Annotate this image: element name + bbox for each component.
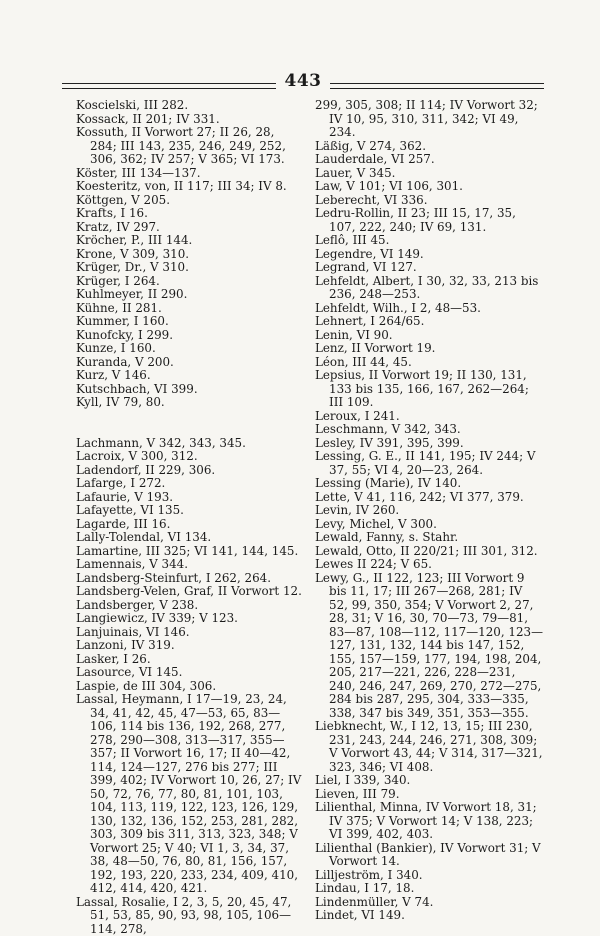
index-entry: Lafarge, I 272. [76,477,302,491]
index-entry: Landsberger, V 238. [76,599,302,613]
index-entry: Landsberg-Velen, Graf, II Vorwort 12. [76,585,302,599]
index-entry: Laspie, de III 304, 306. [76,680,302,694]
index-entry: Ledru-Rollin, II 23; III 15, 17, 35, 107, 222, 240; IV 69, 131. [315,207,545,234]
index-entry: Léon, III 44, 45. [315,356,545,370]
index-entry: Koesteritz, von, II 117; III 34; IV 8. [76,180,302,194]
index-entry: Lauderdale, VI 257. [315,153,545,167]
index-entry: Lindau, I 17, 18. [315,882,545,896]
index-entry: Law, V 101; VI 106, 301. [315,180,545,194]
index-entry: Kuhlmeyer, II 290. [76,288,302,302]
index-column-left [76,99,302,936]
index-entry: Leschmann, V 342, 343. [315,423,545,437]
index-entry: Levy, Michel, V 300. [315,518,545,532]
index-entry: Lacroix, V 300, 312. [76,450,302,464]
index-entry: Kuranda, V 200. [76,356,302,370]
index-entry: Lafayette, VI 135. [76,504,302,518]
index-entry: Leflô, III 45. [315,234,545,248]
index-entry: Kossack, II 201; IV 331. [76,113,302,127]
index-entry: Langiewicz, IV 339; V 123. [76,612,302,626]
index-entry: Legendre, VI 149. [315,248,545,262]
index-entry: Lachmann, V 342, 343, 345. [76,437,302,451]
index-entry: Lindenmüller, V 74. [315,896,545,910]
page-number: 443 [62,71,544,91]
index-entry: Liel, I 339, 340. [315,774,545,788]
index-group-k [76,99,302,410]
index-entry: Koscielski, III 282. [76,99,302,113]
index-group-l [76,437,302,936]
index-entry: Lieven, III 79. [315,788,545,802]
index-group-l-continued [315,99,545,923]
index-entry: Lesley, IV 391, 395, 399. [315,437,545,451]
index-entry: Lafaurie, V 193. [76,491,302,505]
index-entry: Lasource, VI 145. [76,666,302,680]
index-entry: Leroux, I 241. [315,410,545,424]
index-entry: Kratz, IV 297. [76,221,302,235]
index-entry: Köster, III 134—137. [76,167,302,181]
index-entry: Kröcher, P., III 144. [76,234,302,248]
index-entry: Lette, V 41, 116, 242; VI 377, 379. [315,491,545,505]
index-column-right [315,99,545,923]
index-entry: Lehfeldt, Albert, I 30, 32, 33, 213 bis 236, 248—253. [315,275,545,302]
index-entry: Läßig, V 274, 362. [315,140,545,154]
index-entry: Levin, IV 260. [315,504,545,518]
index-entry: Krone, V 309, 310. [76,248,302,262]
index-entry: Legrand, VI 127. [315,261,545,275]
index-entry: Krüger, Dr., V 310. [76,261,302,275]
index-entry: Krüger, I 264. [76,275,302,289]
index-entry: Liebknecht, W., I 12, 13, 15; III 230, 231, 243, 244, 246, 271, 308, 309; V Vorwort 43, 44; V 314, 317—321, 323, 346; VI 408. [315,720,545,774]
index-entry: Lilljeström, I 340. [315,869,545,883]
group-spacer [76,410,302,437]
index-entry: Lehfeldt, Wilh., I 2, 48—53. [315,302,545,316]
index-entry: Lanzoni, IV 319. [76,639,302,653]
index-entry: Lassal, Heymann, I 17—19, 23, 24, 34, 41, 42, 45, 47—53, 65, 83—106, 114 bis 136, 192, 268, 277, 278, 290—308, 313—317, 355—357; II Vorwort 16, 17; II 40—42, 114, 124—127, 276 bis 277; III 399, 402; IV Vorwort 10, 26, 27; IV 50, 72, 76, 77, 80, 81, 101, 103, 104, 113, 119, 122, 123, 126, 129, 130, 132, 136, 152, 253, 281, 282, 303, 309 bis 311, 313, 323, 348; V Vorwort 25; V 40; VI 1, 3, 34, 37, 38, 48—50, 76, 80, 81, 156, 157, 192, 193, 220, 233, 234, 409, 410, 412, 414, 420, 421. [76,693,302,896]
index-entry: Krafts, I 16. [76,207,302,221]
index-entry: Lewy, G., II 122, 123; III Vorwort 9 bis 11, 17; III 267—268, 281; IV 52, 99, 350, 354; V Vorwort 2, 27, 28, 31; V 16, 30, 70—73, 79—81, 83—87, 108—112, 117—120, 123—127, 131, 132, 144 bis 147, 152, 155, 157—159, 177, 194, 198, 204, 205, 217—221, 226, 228—231, 240, 246, 247, 269, 270, 272—275, 284 bis 287, 295, 304, 333—335, 338, 347 bis 349, 351, 353—355. [315,572,545,721]
index-entry: Lally-Tolendal, VI 134. [76,531,302,545]
index-entry: Lenz, II Vorwort 19. [315,342,545,356]
index-entry: Leberecht, VI 336. [315,194,545,208]
index-entry: Lasker, I 26. [76,653,302,667]
index-entry: Kyll, IV 79, 80. [76,396,302,410]
index-entry: Kunofcky, I 299. [76,329,302,343]
index-entry: Ladendorf, II 229, 306. [76,464,302,478]
index-entry: Kühne, II 281. [76,302,302,316]
index-entry: Lewald, Otto, II 220/21; III 301, 312. [315,545,545,559]
index-entry: Kutschbach, VI 399. [76,383,302,397]
index-entry: Lessing (Marie), IV 140. [315,477,545,491]
index-entry: Lagarde, III 16. [76,518,302,532]
header-rule-right [330,83,544,89]
index-entry: Lamartine, III 325; VI 141, 144, 145. [76,545,302,559]
index-entry: Landsberg-Steinfurt, I 262, 264. [76,572,302,586]
index-entry: Lewes II 224; V 65. [315,558,545,572]
index-entry: Lauer, V 345. [315,167,545,181]
index-entry: Lassal, Rosalie, I 2, 3, 5, 20, 45, 47, 51, 53, 85, 90, 93, 98, 105, 106—114, 278, [76,896,302,936]
index-entry: Kossuth, II Vorwort 27; II 26, 28, 284; III 143, 235, 246, 249, 252, 306, 362; IV 257; V 365; VI 173. [76,126,302,167]
index-entry: Kummer, I 160. [76,315,302,329]
index-entry: Kurz, V 146. [76,369,302,383]
index-entry: Lindet, VI 149. [315,909,545,923]
index-entry: 299, 305, 308; II 114; IV Vorwort 32; IV 10, 95, 310, 311, 342; VI 49, 234. [315,99,545,140]
index-entry: Köttgen, V 205. [76,194,302,208]
index-entry: Lanjuinais, VI 146. [76,626,302,640]
index-entry: Lilienthal, Minna, IV Vorwort 18, 31; IV 375; V Vorwort 14; V 138, 223; VI 399, 402, 403. [315,801,545,842]
index-entry: Lepsius, II Vorwort 19; II 130, 131, 133 bis 135, 166, 167, 262—264; III 109. [315,369,545,410]
index-entry: Lenin, VI 90. [315,329,545,343]
index-entry: Lilienthal (Bankier), IV Vorwort 31; V Vorwort 14. [315,842,545,869]
index-entry: Lamennais, V 344. [76,558,302,572]
index-entry: Kunze, I 160. [76,342,302,356]
index-entry: Lessing, G. E., II 141, 195; IV 244; V 37, 55; VI 4, 20—23, 264. [315,450,545,477]
page-header [62,74,544,94]
index-entry: Lewald, Fanny, s. Stahr. [315,531,545,545]
index-entry: Lehnert, I 264/65. [315,315,545,329]
